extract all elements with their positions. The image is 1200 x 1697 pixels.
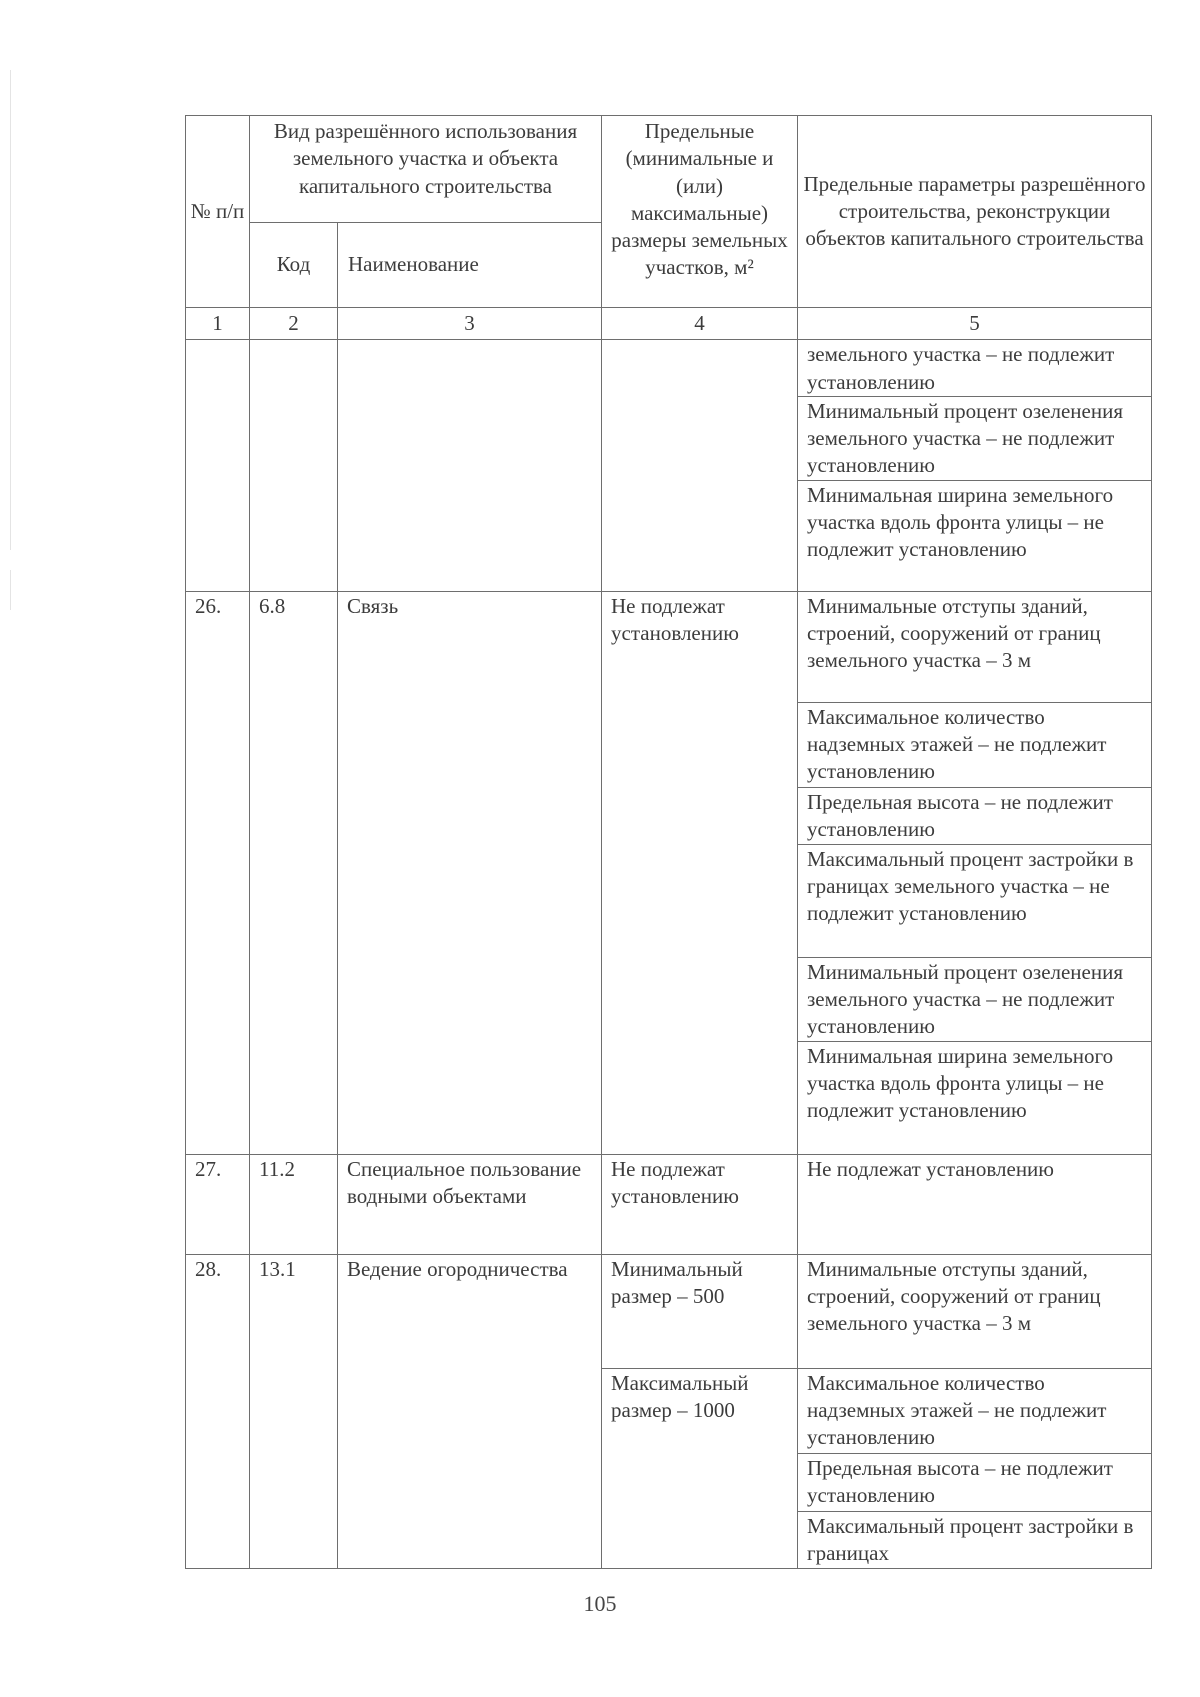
param-cell: Максимальный процент застройки в границах земельного участка – не подлежит установлению [798, 844, 1152, 957]
table-row [186, 591, 1152, 702]
row-size: Максимальный размер – 1000 [602, 1368, 798, 1568]
column-number: 4 [602, 308, 798, 340]
param-cell: земельного участка – не подлежит установлению [798, 340, 1152, 397]
scan-edge-mark [10, 570, 11, 610]
row-size: Не подлежат установлению [602, 591, 798, 1154]
header-vid: Вид разрешённого использования земельного участка и объекта капитального строительства [250, 116, 602, 223]
row-code: 11.2 [250, 1154, 338, 1254]
row-code: 6.8 [250, 591, 338, 1154]
param-cell: Минимальные отступы зданий, строений, сооружений от границ земельного участка – 3 м [798, 1254, 1152, 1368]
page-number: 105 [583, 1591, 617, 1616]
param-cell: Предельная высота – не подлежит установлению [798, 1453, 1152, 1511]
param-cell: Минимальный процент озеленения земельного участка – не подлежит установлению [798, 957, 1152, 1041]
param-cell: Не подлежат установлению [798, 1154, 1152, 1254]
row-name: Ведение огородничества [338, 1254, 602, 1568]
row-name: Связь [338, 591, 602, 1154]
param-cell: Минимальная ширина земельного участка вдоль фронта улицы – не подлежит установлению [798, 480, 1152, 591]
param-cell: Максимальное количество надземных этажей – не подлежит установлению [798, 1368, 1152, 1453]
table-row [186, 340, 1152, 397]
scan-edge-mark [10, 70, 11, 550]
param-cell: Минимальные отступы зданий, строений, сооружений от границ земельного участка – 3 м [798, 591, 1152, 702]
header-params: Предельные параметры разрешённого строительства, реконструкции объектов капитального строительства [798, 116, 1152, 308]
row-size: Минимальный размер – 500 [602, 1254, 798, 1368]
header-name: Наименование [338, 223, 602, 308]
param-cell: Предельная высота – не подлежит установлению [798, 787, 1152, 844]
row-number: 28. [186, 1254, 250, 1568]
row-size: Не подлежат установлению [602, 1154, 798, 1254]
header-row [186, 116, 1152, 223]
table-row [186, 1254, 1152, 1368]
header-num: № п/п [186, 116, 250, 308]
table-row [186, 1154, 1152, 1254]
row-number: 27. [186, 1154, 250, 1254]
column-number: 2 [250, 308, 338, 340]
zoning-parameters-table [185, 115, 1152, 1569]
row-number: 26. [186, 591, 250, 1154]
row-name: Специальное пользование водными объектами [338, 1154, 602, 1254]
param-cell: Максимальный процент застройки в границах [798, 1511, 1152, 1568]
header-code: Код [250, 223, 338, 308]
column-numbers-row [186, 308, 1152, 340]
row-code: 13.1 [250, 1254, 338, 1568]
param-cell: Максимальное количество надземных этажей – не подлежит установлению [798, 702, 1152, 787]
param-cell: Минимальная ширина земельного участка вдоль фронта улицы – не подлежит установлению [798, 1041, 1152, 1154]
param-cell: Минимальный процент озеленения земельного участка – не подлежит установлению [798, 396, 1152, 480]
column-number: 1 [186, 308, 250, 340]
column-number: 5 [798, 308, 1152, 340]
column-number: 3 [338, 308, 602, 340]
header-size: Предельные (минимальные и (или) максимальные) размеры земельных участков, м² [602, 116, 798, 308]
